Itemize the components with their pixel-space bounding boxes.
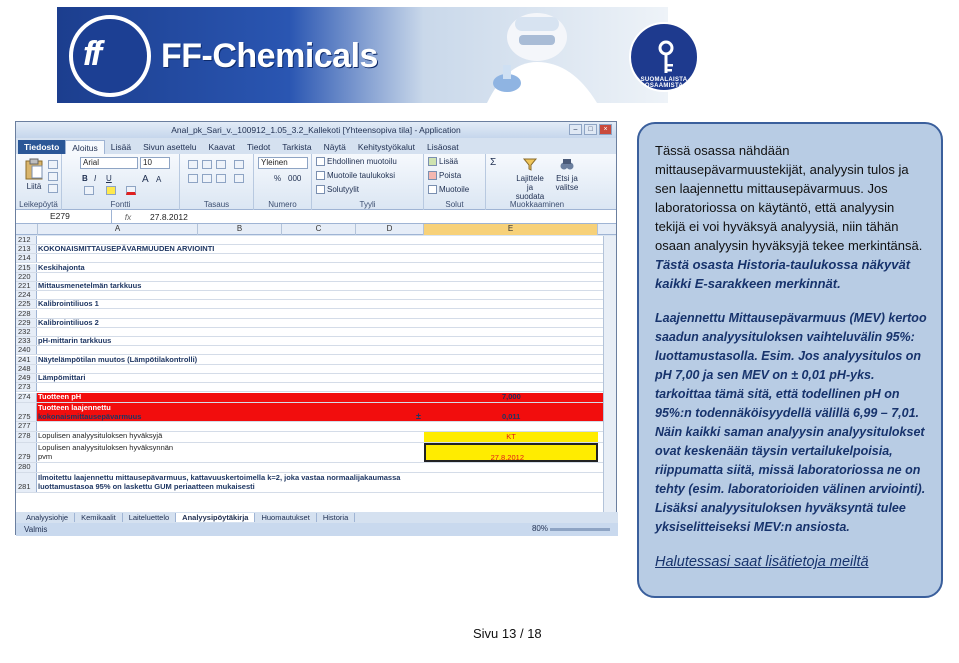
group-alignment — [180, 154, 254, 210]
align-center-icon[interactable] — [202, 174, 212, 183]
name-box[interactable]: E279 — [16, 210, 112, 224]
group-label: Leikepöytä — [19, 200, 58, 209]
align-left-icon[interactable] — [188, 174, 198, 183]
table-row[interactable] — [16, 374, 604, 383]
table-row[interactable] — [16, 393, 604, 403]
tab-insert[interactable]: Lisää — [110, 142, 132, 152]
sort-filter-label: Lajittele ja suodata — [515, 174, 545, 201]
table-row[interactable] — [16, 245, 604, 254]
cell-label-line1: Lopulisen analyysituloksen hyväksynnän — [38, 443, 174, 452]
minimize-icon[interactable]: – — [569, 124, 582, 135]
table-row[interactable] — [16, 254, 604, 263]
merge-cells-icon[interactable] — [234, 174, 244, 183]
sheet-tab-analyysipoytakirja[interactable]: Analyysipöytäkirja — [176, 513, 255, 522]
table-row[interactable] — [16, 463, 604, 473]
table-row[interactable] — [16, 473, 604, 493]
table-row[interactable] — [16, 337, 604, 346]
sheet-tab-huomautukset[interactable]: Huomautukset — [255, 513, 316, 522]
row-number: 273 — [16, 383, 37, 391]
borders-icon[interactable] — [84, 186, 94, 195]
format-painter-icon[interactable] — [48, 184, 58, 193]
row-number: 220 — [16, 273, 37, 281]
sheet-tab-laiteluettelo[interactable]: Laiteluettelo — [123, 513, 176, 522]
ribbon-tabs — [16, 138, 616, 154]
row-number: 221 — [16, 282, 37, 290]
seal-text: SUOMALAISTA OSAAMISTA — [640, 77, 688, 89]
align-bottom-icon[interactable] — [216, 160, 226, 169]
align-right-icon[interactable] — [216, 174, 226, 183]
delete-icon — [428, 171, 437, 180]
group-label: Solut — [445, 200, 464, 209]
row-number: 215 — [16, 264, 37, 272]
cell-label-line1: Tuotteen laajennettu — [38, 403, 111, 412]
find-select-label: Etsi ja valitse — [555, 174, 579, 192]
column-header-d[interactable]: D — [356, 224, 424, 235]
maximize-icon[interactable]: □ — [584, 124, 597, 135]
row-number: 281 — [16, 473, 37, 492]
cell-label-line2: kokonaismittausepävarmuus — [38, 412, 142, 421]
italic-button[interactable]: I — [94, 174, 97, 183]
table-row[interactable] — [16, 310, 604, 319]
row-number: 228 — [16, 310, 37, 318]
group-label: Tasaus — [203, 200, 230, 209]
approver-cell[interactable]: KT — [424, 432, 598, 442]
title-bar — [16, 122, 616, 138]
column-header-c[interactable]: C — [282, 224, 356, 235]
row-number: 232 — [16, 328, 37, 336]
format-as-table-label: Muotoile taulukoksi — [327, 171, 396, 180]
cell-value: 0,011 — [502, 412, 521, 421]
column-header-a[interactable]: A — [38, 224, 198, 235]
table-row[interactable] — [16, 365, 604, 374]
row-number: 241 — [16, 356, 37, 364]
column-header-b[interactable]: B — [198, 224, 282, 235]
table-row[interactable] — [16, 319, 604, 328]
row-number: 212 — [16, 236, 37, 244]
format-label: Muotoile — [439, 185, 470, 194]
cell-label: Lopulisen analyysituloksen hyväksyjä — [38, 431, 163, 440]
format-as-table-button[interactable] — [316, 171, 395, 180]
tab-view[interactable]: Näytä — [323, 142, 346, 152]
sheet-tab-historia[interactable]: Historia — [317, 513, 355, 522]
format-cells-button[interactable] — [428, 185, 469, 194]
cut-icon[interactable] — [48, 160, 58, 169]
shrink-font-button[interactable]: A — [156, 175, 162, 184]
delete-cells-button[interactable] — [428, 171, 461, 180]
row-number: 274 — [16, 393, 37, 402]
table-icon — [316, 171, 325, 180]
footnote-line2: luottamustasoa 95% on laskettu GUM periaatteen mukaisesti — [38, 482, 255, 491]
formula-bar — [16, 210, 616, 224]
cell-label: Tuotteen pH — [38, 392, 82, 401]
explanation-italic: Tästä osasta Historia-taulukossa näkyvät kaikki E-sarakkeen merkinnät. — [655, 257, 911, 291]
row-number: 214 — [16, 254, 37, 262]
cell-label: Keskihajonta — [38, 262, 85, 272]
font-name-select[interactable]: Arial — [80, 157, 138, 169]
close-icon[interactable]: × — [599, 124, 612, 135]
cell-label: Näytelämpötilan muutos (Lämpötilakontrolli) — [38, 354, 198, 364]
cell-label: Mittausmenetelmän tarkkuus — [38, 281, 142, 290]
underline-button[interactable]: U — [106, 174, 112, 183]
status-text: Valmis — [24, 525, 48, 534]
tab-addins[interactable]: Lisäosat — [426, 142, 459, 152]
cell-label: pH-mittarin tarkkuus — [38, 336, 112, 346]
tab-data[interactable]: Tiedot — [246, 142, 271, 152]
row-number: 249 — [16, 374, 37, 382]
cell-label-line2: pvm — [38, 452, 53, 461]
group-cells — [424, 154, 486, 210]
logo-monogram: ff — [83, 35, 100, 73]
zoom-level[interactable]: 80% — [531, 524, 548, 533]
row-number: 233 — [16, 337, 37, 345]
group-font — [62, 154, 180, 210]
sort-filter-icon — [522, 156, 538, 172]
align-middle-icon[interactable] — [202, 160, 212, 169]
number-format-select[interactable]: Yleinen — [258, 157, 308, 169]
insert-label: Lisää — [439, 157, 459, 166]
row-number: 224 — [16, 291, 37, 299]
tab-home[interactable]: Aloitus — [65, 140, 105, 154]
page-number: Sivu 13 / 18 — [473, 626, 542, 641]
cell-label: Kalibrointiliuos 2 — [38, 317, 99, 327]
tab-developer[interactable]: Kehitystyökalut — [357, 142, 415, 152]
insert-cells-button[interactable] — [428, 157, 458, 166]
fx-icon[interactable]: fx — [124, 211, 132, 222]
grow-font-button[interactable]: A — [142, 174, 149, 185]
conditional-formatting-icon — [316, 157, 325, 166]
ribbon — [16, 154, 616, 210]
cell-value: 7,000 — [502, 392, 521, 401]
header-banner — [57, 7, 688, 103]
group-label: Numero — [268, 200, 297, 209]
table-row[interactable] — [16, 403, 604, 422]
table-row[interactable] — [16, 383, 604, 392]
row-number: 278 — [16, 432, 37, 442]
cell-styles-icon — [316, 185, 325, 194]
table-row[interactable] — [16, 356, 604, 365]
sheet-tabs — [16, 512, 618, 523]
format-icon — [428, 185, 437, 194]
table-row[interactable] — [16, 264, 604, 273]
autosum-button[interactable]: Σ — [490, 157, 497, 168]
select-all-corner[interactable] — [16, 224, 38, 235]
plus-minus-sign: ± — [416, 411, 421, 421]
tab-review[interactable]: Tarkista — [282, 142, 312, 152]
wrap-text-icon[interactable] — [234, 160, 244, 169]
cell-label: Kalibrointiliuos 1 — [38, 299, 99, 309]
tab-file[interactable]: Tiedosto — [18, 140, 65, 154]
status-bar — [16, 523, 618, 536]
row-number: 275 — [16, 403, 37, 421]
sheet-tab-analyysiohje[interactable]: Analyysiohje — [20, 513, 75, 522]
delete-label: Poista — [439, 171, 462, 180]
paste-label: Liitä — [26, 182, 42, 191]
row-number: 225 — [16, 300, 37, 308]
group-label: Fontti — [110, 200, 131, 209]
table-row[interactable] — [16, 300, 604, 309]
lab-worker-image — [467, 7, 617, 103]
thousands-button[interactable]: 000 — [288, 174, 302, 183]
binoculars-icon — [559, 156, 575, 172]
find-select-button[interactable] — [550, 156, 584, 192]
quality-seal — [629, 22, 699, 92]
approval-date-cell[interactable]: 27.8.2012 — [424, 443, 598, 462]
font-size-select[interactable]: 10 — [140, 157, 170, 169]
group-label: Muokkaaminen — [509, 200, 565, 209]
copy-icon[interactable] — [48, 172, 58, 181]
conditional-formatting-label: Ehdollinen muotoilu — [327, 157, 397, 166]
window-title: Anal_pk_Sari_v._100912_1.05_3.2_Kallekoti [Yhteensopiva tila] - Application — [171, 125, 461, 135]
table-row[interactable] — [16, 282, 604, 291]
sheet-tab-kemikaalit[interactable]: Kemikaalit — [75, 513, 123, 522]
font-color-icon[interactable] — [126, 186, 136, 195]
clipboard-icon — [24, 158, 44, 180]
more-info-link[interactable]: Halutessasi saat lisätietoja meiltä — [655, 554, 869, 570]
zoom-slider[interactable] — [550, 528, 610, 531]
table-row[interactable] — [16, 443, 604, 463]
group-number — [254, 154, 312, 210]
explanation-box — [637, 122, 943, 598]
row-number: 248 — [16, 365, 37, 373]
paste-button[interactable] — [24, 158, 44, 191]
bold-button[interactable]: B — [82, 174, 88, 183]
column-headers — [16, 224, 616, 235]
cell-label: KOKONAISMITTAUSEPÄVARMUUDEN ARVIOINTI — [38, 244, 215, 254]
sort-filter-button[interactable] — [512, 156, 548, 201]
explanation-text: Tässä osassa nähdään mittausepävarmuustekijät, analyysin tulos ja sen laajennettu mittausepävarmuus. Jos laboratoriossa on käytäntö, että analyysin tekijä ei voi hyväksyä analyysiä, niin tähän osaan analyysin hyväksyjä tekee merkintänsä. — [655, 143, 923, 253]
cell-styles-button[interactable] — [316, 185, 359, 194]
vertical-scrollbar[interactable] — [603, 236, 616, 512]
group-label: Tyyli — [359, 200, 376, 209]
tab-formulas[interactable]: Kaavat — [208, 142, 235, 152]
group-styles — [312, 154, 424, 210]
formula-input[interactable]: 27.8.2012 — [150, 211, 188, 222]
cell-label: Lämpömittari — [38, 373, 86, 382]
key-icon — [653, 40, 679, 76]
insert-icon — [428, 157, 437, 166]
group-clipboard — [16, 154, 62, 210]
column-header-e[interactable]: E — [424, 224, 598, 235]
explanation-paragraph-2: Laajennettu Mittausepävarmuus (MEV) kertoo saadun analyysituloksen vaihteluvälin 95%: luottamustasolla. Esim. Jos analyysitulos on pH 7,00 ja sen MEV on ± 0,01 pH-yks. tarkoittaa tämä sitä, että todellinen pH on 95%:n todennäköisyydellä välillä 6,99 – 7,01. Näin kaikki saman analyysin analyysitulokset ovat keskenään täysin vertailukelpoisia, riippumatta siitä, missä laboratoriossa ne on tehty (esim. laboratorioiden välinen arviointi). Lisäksi analyysituloksen hyväksyntä tulee yksiselitteiseksi MEV:n ansiosta. — [655, 311, 927, 534]
align-top-icon[interactable] — [188, 160, 198, 169]
row-number: 213 — [16, 245, 37, 253]
conditional-formatting-button[interactable] — [316, 157, 397, 166]
tab-page-layout[interactable]: Sivun asettelu — [143, 142, 197, 152]
table-row[interactable] — [16, 432, 604, 443]
table-row[interactable] — [16, 291, 604, 300]
row-number: 240 — [16, 346, 37, 354]
excel-window — [15, 121, 617, 535]
group-editing — [486, 154, 588, 210]
fill-color-icon[interactable] — [106, 186, 116, 195]
row-number: 277 — [16, 422, 37, 431]
explanation-paragraph-1 — [655, 141, 927, 293]
cell-styles-label: Solutyylit — [327, 185, 360, 194]
row-number: 279 — [16, 443, 37, 462]
percent-button[interactable]: % — [274, 174, 282, 183]
spreadsheet-grid — [16, 236, 604, 512]
company-name: FF-Chemicals — [161, 37, 378, 75]
row-number: 280 — [16, 463, 37, 472]
footnote-line1: Ilmoitettu laajennettu mittausepävarmuus, kattavuuskertoimella k=2, joka vastaa normaalijakaumassa — [38, 473, 401, 482]
row-number: 229 — [16, 319, 37, 327]
